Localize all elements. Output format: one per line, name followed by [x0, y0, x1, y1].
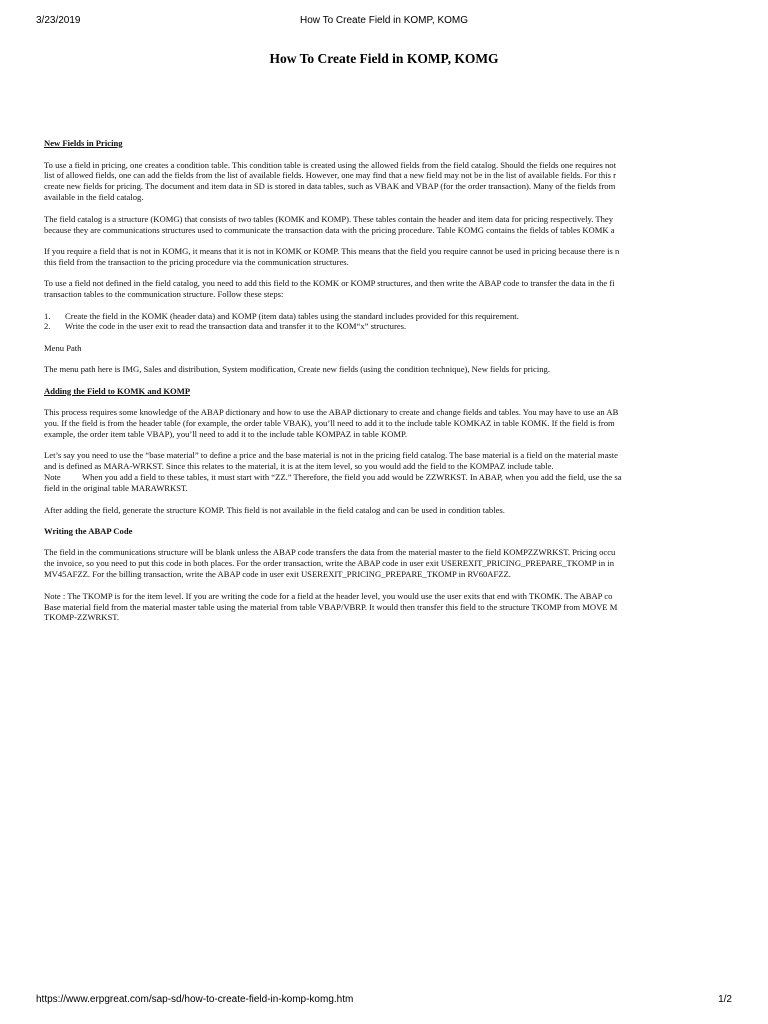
- note-text: When you add a field to these tables, it must start with “ZZ.” Therefore, the field you add would be ZZWRKST. In ABAP, when you add the field, use the sa: [82, 472, 622, 483]
- print-header: [0, 15, 768, 31]
- text-line: To use a field in pricing, one creates a condition table. This condition table is created using the allowed fields from the field catalog. Should the fields one requires not: [44, 159, 616, 170]
- print-header-title: How To Create Field in KOMP, KOMG: [299, 15, 469, 26]
- text-line: To use a field not defined in the field catalog, you need to add this field to the KOMK or KOMP structures, and then write the ABAP code to transfer the data in the fi: [44, 278, 615, 289]
- paragraph: [44, 246, 732, 268]
- list-item-text: Create the field in the KOMK (header data) and KOMP (item data) tables using the standard includes provided for this requirement.: [65, 310, 519, 321]
- text-line: available in the field catalog.: [44, 192, 144, 203]
- text-line: This process requires some knowledge of the ABAP dictionary and how to use the ABAP dictionary to create and change fields and tables. You may have to use an AB: [44, 407, 619, 418]
- text-line: list of allowed fields, one can add the fields from the list of available fields. However, one may find that a new field may not be in the list of available fields. For this r: [44, 170, 616, 181]
- page-title: How To Create Field in KOMP, KOMG: [269, 51, 499, 66]
- menu-path-label: Menu Path: [44, 342, 82, 353]
- text-line: MV45AFZZ. For the billing transaction, write the ABAP code in user exit USEREXIT_PRICING_PREPARE_TKOMP in RV60AFZZ.: [44, 569, 511, 580]
- steps-list: [44, 311, 732, 333]
- article-body: [44, 138, 732, 634]
- text-line: because they are communications structures used to communicate the transaction data with the pricing procedure. Table KOMG contains the fields of tables KOMK a: [44, 224, 615, 235]
- text-line: Let’s say you need to use the “base material” to define a price and the base material is not in the pricing field catalog. The base material is a field on the material maste: [44, 450, 618, 461]
- paragraph: [44, 450, 732, 494]
- text-line: the invoice, so you need to put this code in both places. For the order transaction, write the ABAP code in user exit USEREXIT_PRICING_PREPARE_TKOMP in in: [44, 558, 614, 569]
- text-line: If you require a field that is not in KOMG, it means that it is not in KOMK or KOMP. This means that the field you require cannot be used in pricing because there is n: [44, 245, 620, 256]
- text-line: Note : The TKOMP is for the item level. If you are writing the code for a field at the header level, you would use the user exits that end with TKOMK. The ABAP co: [44, 590, 613, 601]
- paragraph: [44, 214, 732, 236]
- source-url: https://www.erpgreat.com/sap-sd/how-to-create-field-in-komp-komg.htm: [36, 994, 354, 1005]
- note-line: [44, 472, 622, 482]
- text-line: and is defined as MARA-WRKST. Since this relates to the material, it is at the item level, so you would add the field to the KOMPAZ include table.: [44, 461, 554, 472]
- section-heading-new-fields: New Fields in Pricing: [44, 138, 123, 148]
- text-line: The field in the communications structure will be blank unless the ABAP code transfers the data from the material master to the field KOMPZZWRKST. Pricing occu: [44, 547, 616, 558]
- paragraph: After adding the field, generate the structure KOMP. This field is not available in the field catalog and can be used in condition tables.: [44, 504, 505, 515]
- text-line: you. If the field is from the header table (for example, the order table VBAK), you’ll need to add it to the include table KOMKAZ in table KOMK. If the field is from: [44, 418, 615, 429]
- paragraph: [44, 407, 732, 440]
- page-number: 1/2: [718, 994, 732, 1005]
- text-line: field in the original table MARAWRKST.: [44, 483, 188, 494]
- list-number: 1.: [44, 310, 51, 321]
- text-line: Base material field from the material master table using the material from table VBAP/VBRP. It would then transfer this field to the structure TKOMP from MOVE M: [44, 601, 618, 612]
- text-line: this field from the transaction to the pricing procedure via the communication structures.: [44, 256, 349, 267]
- text-line: example, the order item table VBAP), you’ll need to add it to the include table KOMPAZ in table KOMP.: [44, 429, 408, 439]
- text-line: The field catalog is a structure (KOMG) that consists of two tables (KOMK and KOMP). These tables contain the header and item data for pricing respectively. They: [44, 213, 614, 224]
- list-item: [44, 311, 732, 322]
- print-footer: [0, 994, 768, 1010]
- list-item-text: Write the code in the user exit to read the transaction data and transfer it to the KOM“x” structures.: [65, 321, 407, 332]
- list-number: 2.: [44, 321, 51, 332]
- paragraph: [44, 591, 732, 624]
- text-line: TKOMP-ZZWRKST.: [44, 612, 120, 623]
- text-line: transaction tables to the communication structure. Follow these steps:: [44, 289, 284, 300]
- print-date: 3/23/2019: [36, 15, 81, 26]
- paragraph: [44, 547, 732, 580]
- list-item: [44, 321, 732, 332]
- paragraph: [44, 160, 732, 204]
- paragraph: [44, 278, 732, 300]
- menu-path-text: The menu path here is IMG, Sales and distribution, System modification, Create new fields (using the condition technique), New fields for pricing.: [44, 364, 550, 375]
- text-line: create new fields for pricing. The document and item data in SD is stored in data tables, such as VBAK and VBAP (for the order transaction). Many of the fields from: [44, 181, 616, 192]
- section-heading-writing-code: Writing the ABAP Code: [44, 525, 133, 536]
- section-heading-adding-field: Adding the Field to KOMK and KOMP: [44, 385, 191, 396]
- note-label: Note: [44, 472, 61, 483]
